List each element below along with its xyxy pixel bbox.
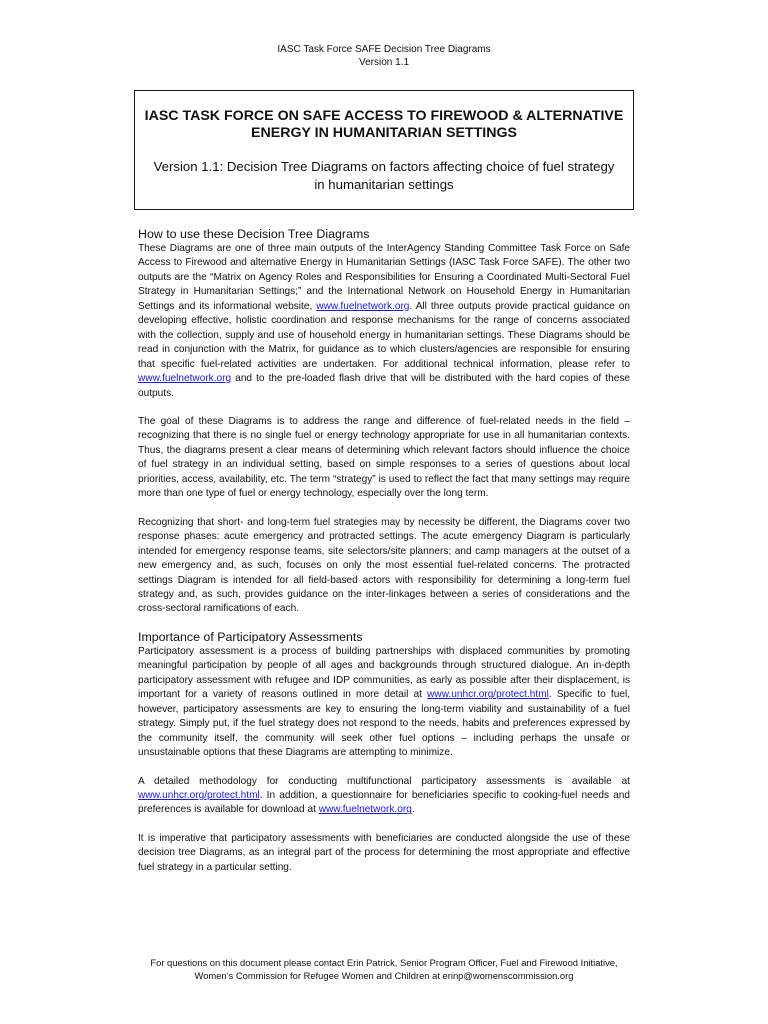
fuelnetwork-link-3[interactable]: www.fuelnetwork.org [318, 804, 412, 816]
page-footer [0, 956, 768, 982]
title-box [134, 90, 634, 210]
footer-contact-line2: Women’s Commission for Refugee Women and Children at erinp@womenscommission.org [194, 970, 574, 981]
paragraph-imperative: It is imperative that participatory assessments with beneficiaries are conducted alongside the use of these decision tree Diagrams, as an integral part of the process for determining the most appropriate and effective fuel strategy in a particular setting. [138, 832, 630, 873]
section-heading-how-to-use: How to use these Decision Tree Diagrams [138, 227, 370, 241]
paragraph-methodology [138, 775, 630, 818]
fuelnetwork-link[interactable]: www.fuelnetwork.org [316, 300, 410, 312]
paragraph-response-phases: Recognizing that short- and long-term fuel strategies may by necessity be different, the Diagrams cover two response phases: acute emergency and protracted settings. The acute emergency Diagram is particularly intended for emergency response teams, site selectors/site planners; and camp managers at the outset of a new emergency and, as such, focuses on only the most essential fuel-related concerns. The protracted settings Diagram is intended for all field-based actors with responsibility for determining a long-term fuel strategy and, as such, provides guidance on the inter-linkages between a series of considerations and the cross-sectoral ramifications of each. [138, 516, 630, 615]
document-title: IASC TASK FORCE ON SAFE ACCESS TO FIREWOOD & ALTERNATIVE ENERGY IN HUMANITARIAN SETTINGS [144, 108, 624, 141]
header-version: Version 1.1 [358, 57, 410, 68]
unhcr-protect-link-2[interactable]: www.unhcr.org/protect.html [138, 789, 260, 801]
fuelnetwork-link-2[interactable]: www.fuelnetwork.org [138, 373, 232, 385]
paragraph-outputs [138, 242, 630, 401]
text-run: . Specific to fuel, however, participatory assessments are key to ensuring the long-term viability and sustainability of a fuel strategy. Simply put, if the fuel strategy does not respond to the needs, habits and preferences expressed by the community itself, the community will seek other fuel options – including perhaps the unsafe or unsustainable options that these Diagrams are attempting to minimize. [138, 689, 630, 759]
text-run: . [411, 804, 415, 816]
text-run: These Diagrams are one of three main outputs of the InterAgency Standing Committee Task Force on Safe Access to Firewood and alternative Energy in Humanitarian Settings (IASC Task Force SAFE). The other two outputs are the “Matrix on Agency Roles and Responsibilities for Ensuring a Coordinated Multi-Sectoral Fuel Strategy in Humanitarian Settings;” and the International Network on Household Energy in Humanitarian Settings and its informational website, [138, 243, 630, 312]
paragraph-goal: The goal of these Diagrams is to address the range and difference of fuel-related needs in the field – recognizing that there is no single fuel or energy technology appropriate for use in all humanitarian contexts. Thus, the diagrams present a clear means of determining which relevant factors should influence the choice of fuel strategy in an individual setting, based on simple responses to a series of questions about local priorities, access, availability, etc. The term “strategy” is used to reflect the fact that many settings may require more than one type of fuel or energy technology, especially over the long term. [138, 415, 630, 500]
text-run: A detailed methodology for conducting multifunctional participatory assessments is available at [138, 775, 630, 787]
text-run: . In addition, a questionnaire for beneficiaries specific to cooking-fuel needs and preferences is available for download at [138, 789, 630, 816]
running-header [0, 43, 768, 69]
text-run: . All three outputs provide practical guidance on developing effective, holistic coordination and response mechanisms for the range of concerns associated with the collection, supply and use of household energy in humanitarian settings. These Diagrams should be read in conjunction with the Matrix, for guidance as to which clusters/agencies are responsible for ensuring that specific fuel-related activities are undertaken. For additional technical information, please refer to [138, 300, 630, 370]
header-title: IASC Task Force SAFE Decision Tree Diagrams [277, 44, 491, 55]
main-content [138, 226, 630, 875]
text-run: Participatory assessment is a process of building partnerships with displaced communities by promoting meaningful participation by people of all ages and backgrounds through structured dialogue. An in-depth participatory assessment with refugee and IDP communities, as early as possible after their displacement, is important for a variety of reasons outlined in more detail at [138, 645, 630, 701]
document-subtitle: Version 1.1: Decision Tree Diagrams on factors affecting choice of fuel strategy in humanitarian settings [153, 159, 615, 192]
section-heading-participatory: Importance of Participatory Assessments [138, 629, 363, 644]
text-run: and to the pre-loaded flash drive that will be distributed with the hard copies of these outputs. [138, 373, 630, 399]
unhcr-protect-link[interactable]: www.unhcr.org/protect.html [427, 689, 549, 701]
paragraph-participatory-assessment [138, 645, 630, 761]
footer-contact-line1: For questions on this document please contact Erin Patrick, Senior Program Officer, Fuel and Firewood Initiative, [150, 957, 618, 968]
